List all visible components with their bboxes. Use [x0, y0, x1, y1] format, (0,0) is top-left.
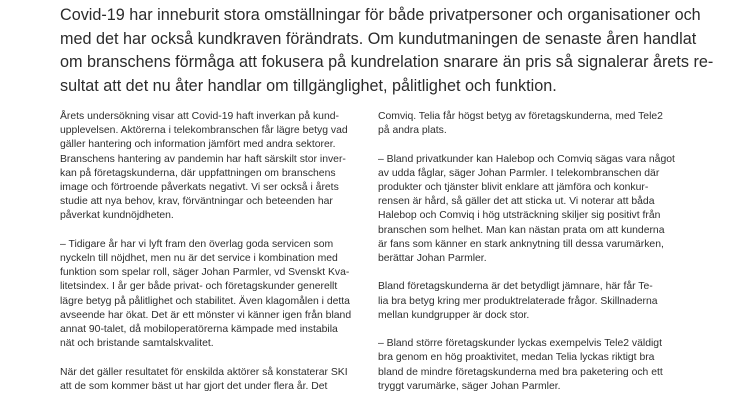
text-line: att de som kommer bäst ut har gjort det under flera år. Det: [60, 380, 328, 392]
text-line: Årets undersökning visar att Covid-19 haft inverkan på kund-: [60, 111, 339, 122]
text-line: mellan kundgrupper är dock stor.: [378, 309, 530, 321]
paragraph-large-business-quote: [378, 337, 684, 394]
text-line: lägre betyg på pålitlighet och stabilitet. Även klagomålen i detta: [60, 295, 350, 307]
text-line: studie att nya behov, krav, förväntningar och beteenden har: [60, 196, 333, 208]
text-line: gäller hantering och information jämfört med andra sektorer.: [60, 139, 336, 151]
text-line: – Bland privatkunder kan Halebop och Comviq sägas vara något: [378, 153, 675, 165]
text-line: lia bra betyg kring mer produktrelaterade frågor. Skillnaderna: [378, 295, 658, 307]
left-column: [60, 110, 366, 394]
text-line: bland de mindre företagskunderna med bra paketering och ett: [378, 366, 663, 378]
paragraph-gap: [378, 323, 684, 337]
paragraph-quote-parmler: [60, 238, 366, 352]
lead-paragraph: [60, 4, 714, 98]
paragraph-actor-results: [60, 366, 366, 394]
lead-line: om branschens förmåga att fokusera på kundrelation snarare än pris så signalerar årets re-: [60, 53, 714, 71]
text-line: rensen är hård, så gäller det att sticka ut. Vi noterar att båda: [378, 196, 655, 208]
paragraph-private-customers-quote: [378, 153, 684, 267]
text-line: berättar Johan Parmler.: [378, 253, 487, 265]
text-line: produkter och tjänster blivit enklare att jämföra och konkur-: [378, 182, 649, 193]
text-line: nät och bristande samtalskvalitet.: [60, 338, 214, 350]
paragraph-gap: [378, 138, 684, 152]
text-line: påverkat kundnöjdheten.: [60, 210, 174, 222]
text-line: på andra plats.: [378, 125, 447, 137]
lead-line: sultat att det nu åter handlar om tillgänglighet, pålitlighet och funktion.: [60, 76, 557, 95]
text-line: bra genom en hög proaktivitet, medan Telia lyckas riktigt bra: [378, 352, 655, 364]
paragraph-gap: [378, 266, 684, 280]
text-line: nyckeln till nöjdhet, men nu är det service i kombination med: [60, 253, 338, 265]
paragraph-business-customers: [378, 280, 684, 323]
lead-line: Covid-19 har inneburit stora omställningar för både privatpersoner och organisationer och: [60, 6, 701, 24]
right-column: [378, 110, 684, 394]
text-line: upplevelsen. Aktörerna i telekombranschen får lägre betyg vad: [60, 125, 348, 137]
text-line: annat 90-talet, då mobiloperatörerna kämpade med instabila: [60, 324, 338, 336]
paragraph-business-ranking: [378, 110, 684, 138]
text-line: image och förtroende påverkats negativt. Vi ser också i årets: [60, 182, 339, 194]
text-line: kan på företagskunderna, där uppfattningen om branschens: [60, 167, 336, 179]
text-line: När det gäller resultatet för enskilda aktörer så konstaterar SKI: [60, 366, 348, 378]
text-line: litetsindex. I år ger både privat- och företagskunder generellt: [60, 281, 338, 293]
text-line: är fans som känner en stark anknytning till dessa varumärken,: [378, 238, 664, 250]
text-line: – Bland större företagskunder lyckas exempelvis Tele2 väldigt: [378, 338, 662, 350]
text-line: avseende har ökat. Det är ett mönster vi känner igen från bland: [60, 309, 352, 321]
text-line: Bland företagskunderna är det betydligt jämnare, här får Te-: [378, 281, 653, 293]
text-line: Halebop och Comviq i hög utsträckning skiljer sig positivt från: [378, 210, 661, 222]
text-line: – Tidigare år har vi lyft fram den överlag goda servicen som: [60, 238, 334, 250]
paragraph-survey-findings: [60, 110, 366, 224]
lead-line: med det har också kundkraven förändrats. Om kundutmaningen de senaste åren handlat: [60, 29, 697, 48]
text-line: branschen som helhet. Man kan nästan prata om att kunderna: [378, 224, 665, 236]
text-line: Comviq. Telia får högst betyg av företagskunderna, med Tele2: [378, 111, 663, 122]
paragraph-gap: [60, 351, 366, 365]
text-line: Branschens hantering av pandemin har haft särskilt stor inver-: [60, 153, 346, 165]
text-line: av udda fåglar, säger Johan Parmler. I telekombranschen där: [378, 167, 660, 179]
paragraph-gap: [60, 224, 366, 238]
text-line: funktion som spelar roll, säger Johan Parmler, vd Svenskt Kva-: [60, 267, 350, 279]
text-line: tryggt varumärke, säger Johan Parmler.: [378, 380, 561, 392]
